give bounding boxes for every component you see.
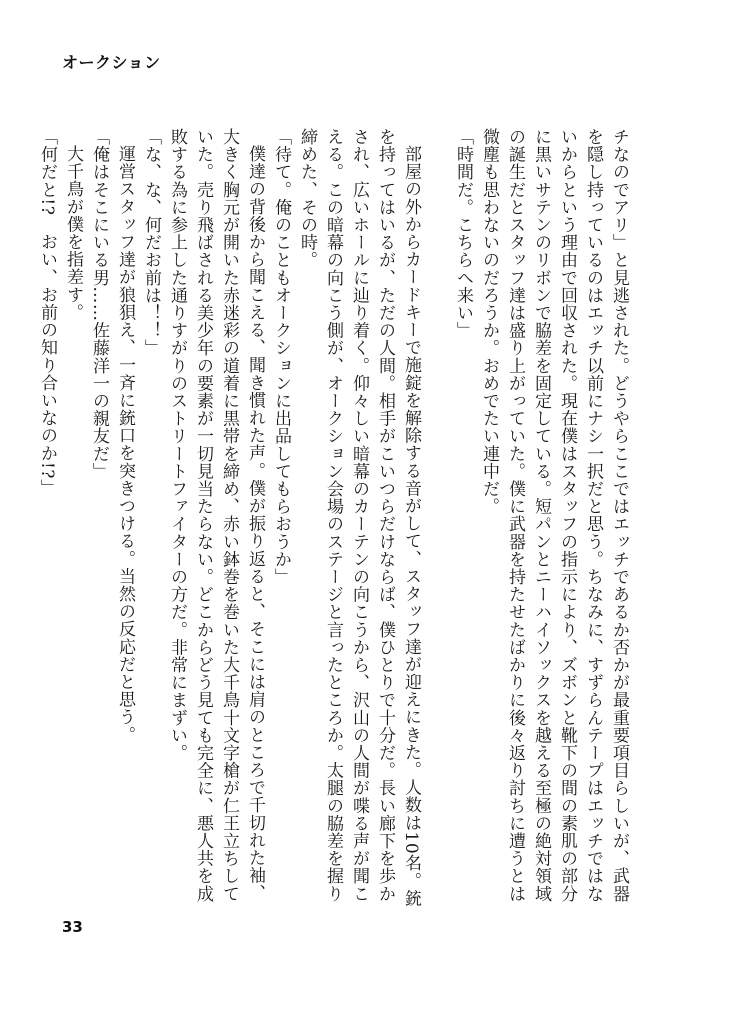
paragraph: 「何だと!? おい、お前の知り合いなのか!?」 bbox=[37, 128, 57, 497]
paragraph: 「待て。俺のこともオークションに出品してもらおうか」 bbox=[271, 128, 291, 586]
paragraph: 運営スタッフ達が狼狽え、一斉に銃口を突きつける。当然の反応だと思う。 bbox=[115, 145, 135, 744]
chapter-title: オークション bbox=[62, 53, 161, 72]
paragraph: 「時間だ。こちらへ来い」 bbox=[453, 128, 473, 340]
paragraph: 僕達の背後から聞こえる、聞き慣れた声。僕が振り返ると、そこには肩のところで千切れた袖、大きく胸元が開いた赤迷彩の道着に黒帯を締め、赤い鉢巻を巻いた大千鳥十文字槍が仁王立ちしていた。売り飛ばされる美少年の要素が一切見当たらない。どこからどう見ても完全に、悪人共を成敗する為に参上した通りすがりのストリートファイターの方だ。非常にまずい。 bbox=[167, 128, 265, 903]
paragraph: 大千鳥が僕を指差す。 bbox=[63, 145, 83, 321]
paragraph: 「な、な、何だお前は！！」 bbox=[141, 128, 161, 357]
page-number: 33 bbox=[62, 918, 83, 936]
body-text bbox=[37, 128, 632, 908]
paragraph: チなのでアリ」と見逃された。どうやらここではエッチであるか否かが最重要項目らしいが、武器を隠し持っているのはエッチ以前にナシ一択だと思う。ちなみに、すずらんテープはエッチではないからという理由で回収された。現在僕はスタッフの指示により、ズボンと靴下の間の素肌の部分に黒いサテンのリボンで脇差を固定している。短パンとニーハイソックスを越える至極の絶対領域の誕生だとスタッフ達は盛り上がっていた。僕に武器を持たせたばかりに後々返り討ちに遭うとは微塵も思わないのだろうか。おめでたい連中だ。 bbox=[479, 128, 629, 903]
paragraph: 部屋の外からカードキーで施錠を解除する音がして、スタッフ達が迎えにきた。人数は10名。銃を持ってはいるが、ただの人間。相手がこいつらだけならば、僕ひとりで十分だ。長い廊下を歩かされ、広いホールに辿り着く。仰々しい暗幕のカーテンの向こうから、沢山の人間が喋る声が聞こえる。この暗幕の向こう側が、オークション会場のステージと言ったところか。太腿の脇差を握り締めた、その時。 bbox=[297, 128, 421, 908]
paragraph: 「俺はそこにいる男……佐藤洋一の親友だ」 bbox=[89, 128, 109, 480]
